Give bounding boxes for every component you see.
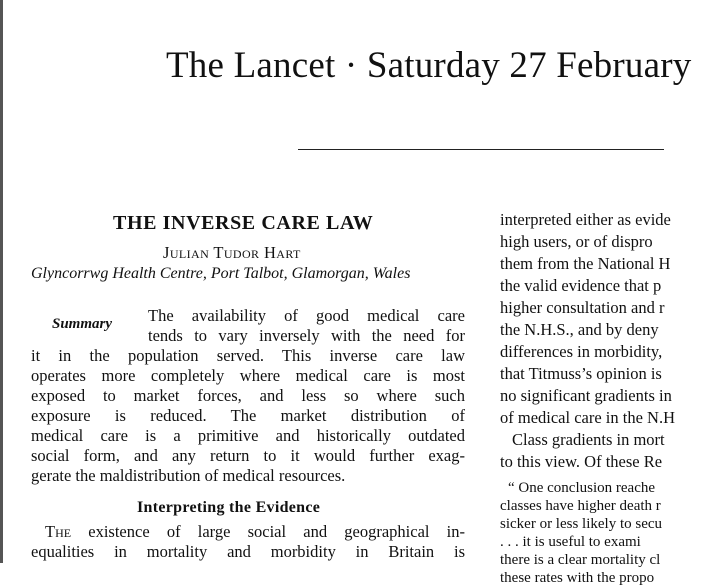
right-column-line: to this view. Of these Re — [500, 452, 663, 471]
page-edge — [0, 0, 3, 563]
quote-line: there is a clear mortality cl — [500, 552, 661, 568]
journal-masthead: The Lancet · Saturday 27 February — [166, 45, 692, 86]
summary-line: The availability of good medical care — [148, 306, 465, 325]
quote-line: sicker or less likely to secu — [500, 516, 663, 532]
right-column-line: no significant gradients in — [500, 386, 672, 405]
quote-line: . . . it is useful to exami — [500, 534, 641, 550]
quote-line: these rates with the propo — [500, 570, 655, 586]
body-first-word: The — [45, 522, 72, 541]
right-column-line: of medical care in the N.H — [500, 408, 676, 427]
body-line: equalities in mortality and morbidity in Britain is — [31, 542, 465, 561]
section-heading: Interpreting the Evidence — [137, 499, 321, 516]
body-line-text: existence of large social and geographical in- — [71, 522, 465, 541]
right-column-line: Class gradients in mort — [512, 430, 665, 449]
body-line — [45, 522, 465, 542]
quote-line: classes have higher death r — [500, 498, 661, 514]
right-column-line: the N.H.S., and by deny — [500, 320, 659, 339]
right-column-line: that Titmuss’s opinion is — [500, 364, 662, 383]
summary-line: medical care is a primitive and historically outdated — [31, 426, 465, 445]
summary-line: tends to vary inversely with the need for — [148, 326, 465, 345]
right-column-line: the valid evidence that p — [500, 276, 662, 295]
article-title: THE INVERSE CARE LAW — [113, 212, 374, 234]
summary-line: exposed to market forces, and less so where such — [31, 386, 465, 405]
author-affiliation: Glyncorrwg Health Centre, Port Talbot, Glamorgan, Wales — [31, 265, 411, 282]
right-column-line: interpreted either as evide — [500, 210, 671, 229]
right-column-line: differences in morbidity, — [500, 342, 663, 361]
right-column-line: higher consultation and r — [500, 298, 665, 317]
summary-line: operates more completely where medical care is most — [31, 366, 465, 385]
summary-line: it in the population served. This inverse care law — [31, 346, 465, 365]
summary-label: Summary — [52, 316, 113, 332]
summary-line: social form, and any return to it would further exag- — [31, 446, 465, 465]
summary-line: gerate the maldistribution of medical resources. — [31, 466, 346, 485]
summary-line: exposure is reduced. The market distribution of — [31, 406, 465, 425]
right-column-line: high users, or of dispro — [500, 232, 653, 251]
right-column — [500, 0, 720, 586]
quote-line: “ One conclusion reache — [508, 480, 656, 496]
author-name: Julian Tudor Hart — [163, 243, 301, 262]
right-column-line: them from the National H — [500, 254, 671, 273]
